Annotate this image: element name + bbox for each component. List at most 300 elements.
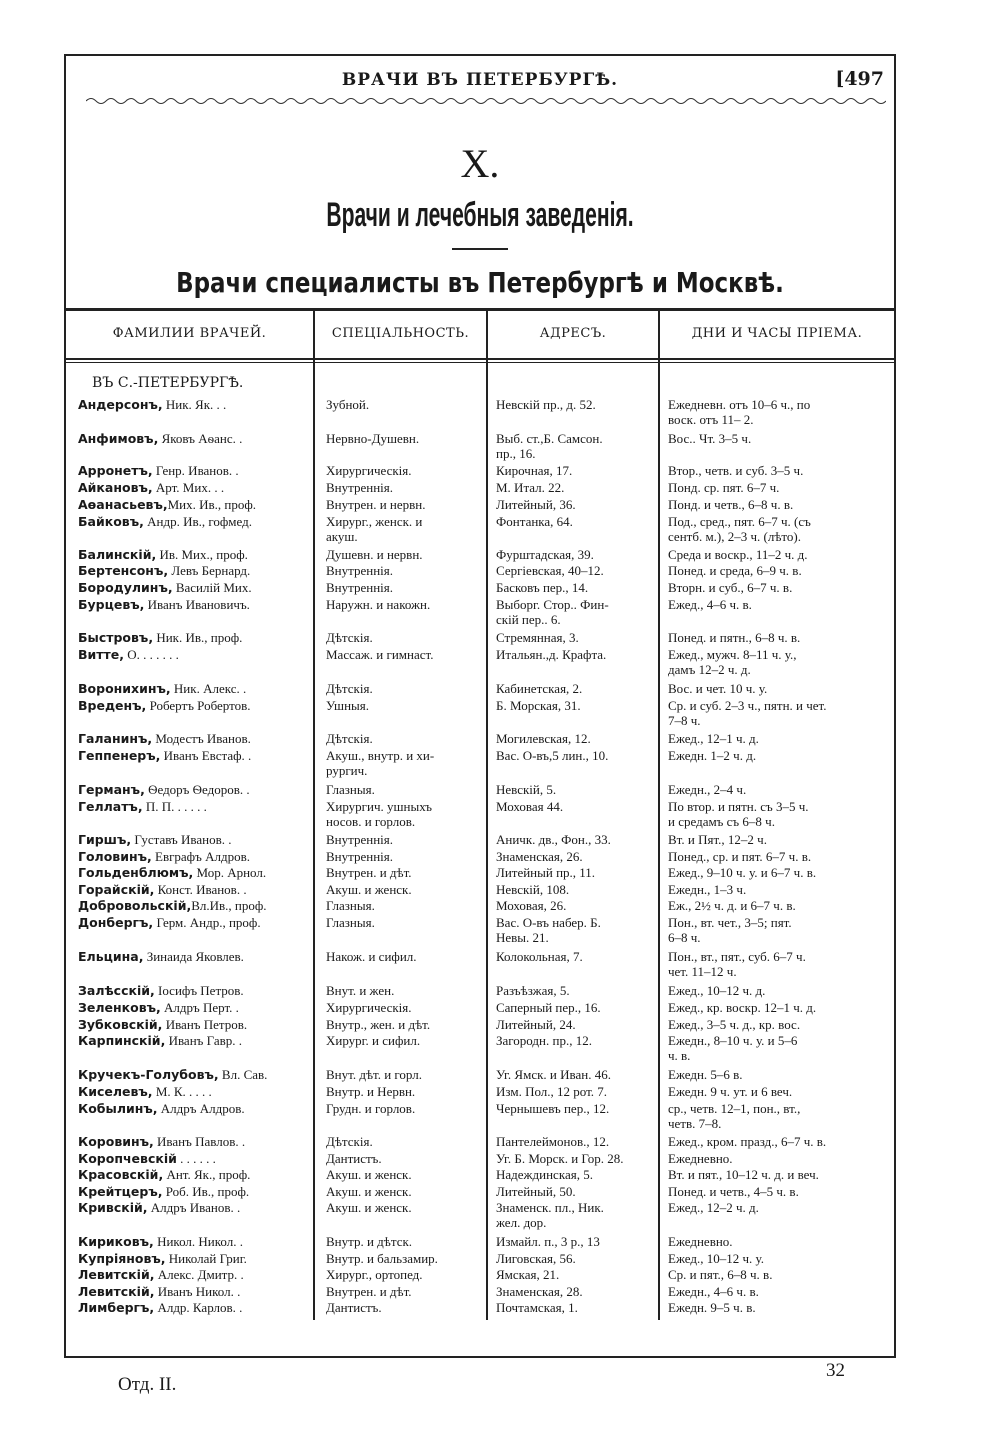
- doctor-initials: Ѳедоръ Ѳедоров. .: [144, 782, 250, 797]
- doctor-initials: Алдръ Алдров.: [157, 1101, 245, 1116]
- address-cell: [496, 698, 656, 713]
- doctor-surname: Добровольскій,: [78, 898, 192, 913]
- specialty-cell: [326, 949, 482, 964]
- hours-cell: [668, 983, 892, 998]
- doctor-initials: Ник. Ив., проф.: [153, 630, 243, 645]
- doctor-surname: Анфимовъ,: [78, 431, 159, 446]
- doctor-surname: Залѣсскій,: [78, 983, 155, 998]
- hours-cell: [668, 1184, 892, 1199]
- hours-cell: [668, 1084, 892, 1099]
- doctor-initials: Левъ Бернард.: [168, 563, 251, 578]
- address-cell: [496, 1151, 656, 1166]
- address-cell: [496, 480, 656, 495]
- address-cell: [496, 832, 656, 847]
- doctor-initials: Конст. Иванов. .: [154, 882, 247, 897]
- specialty-cell: [326, 1251, 482, 1266]
- hours-cell: [668, 731, 892, 746]
- doctor-surname: Коровинъ,: [78, 1134, 154, 1149]
- address-cell: [496, 1000, 656, 1015]
- doctor-surname: Карпинскій,: [78, 1033, 166, 1048]
- specialty-cell: [326, 1184, 482, 1199]
- specialty-line: рургич.: [326, 763, 368, 778]
- specialty-cell: [326, 1284, 482, 1299]
- address-line: Колокольная, 7.: [496, 949, 583, 964]
- footer-section: Отд. II.: [118, 1374, 177, 1395]
- doctor-surname: Вреденъ,: [78, 698, 147, 713]
- address-line: Вас. О-въ набер. Б.: [496, 915, 601, 930]
- hours-cell: [668, 431, 892, 446]
- doctor-initials: Иванъ Павлов. .: [153, 1134, 246, 1149]
- address-line: Уг. Ямск. и Иван. 46.: [496, 1067, 611, 1082]
- doctor-name-cell: [78, 1184, 312, 1200]
- hours-cell: [668, 1000, 892, 1015]
- doctor-name-cell: [78, 799, 312, 815]
- specialty-cell: [326, 681, 482, 696]
- address-cell: [496, 882, 656, 897]
- hours-cell: [668, 563, 892, 578]
- specialty-line: Хирург., ортопед.: [326, 1267, 423, 1282]
- address-line: Невскій, 5.: [496, 782, 557, 797]
- hours-line: Понед. и среда, 6–9 ч. в.: [668, 563, 802, 578]
- specialty-line: Дѣтскія.: [326, 630, 373, 645]
- hours-cell: [668, 1234, 892, 1249]
- footer-sheet-number: 32: [826, 1360, 845, 1381]
- doctor-surname: Ельцина,: [78, 949, 144, 964]
- doctor-surname: Быстровъ,: [78, 630, 154, 645]
- address-line: Литейный, 36.: [496, 497, 576, 512]
- specialty-line: Акуш. и женск.: [326, 882, 412, 897]
- address-cell: [496, 1067, 656, 1082]
- doctor-name-cell: [78, 983, 312, 999]
- doctor-initials: Генр. Иванов. .: [152, 463, 239, 478]
- hours-line: Вторн. и суб., 6–7 ч. в.: [668, 580, 793, 595]
- address-line: Знаменск. пл., Ник.: [496, 1200, 604, 1215]
- address-cell: [496, 1200, 656, 1230]
- address-line: Знаменская, 26.: [496, 849, 583, 864]
- doctor-initials: Вл. Сав.: [218, 1067, 268, 1082]
- address-cell: [496, 1017, 656, 1032]
- specialty-line: Внутр. и дѣтск.: [326, 1234, 413, 1249]
- hours-cell: [668, 1284, 892, 1299]
- doctor-name-cell: [78, 882, 312, 898]
- column-header-hours: ДНИ И ЧАСЫ ПРІЕМА.: [691, 326, 863, 341]
- specialty-cell: [326, 698, 482, 713]
- doctor-surname: Балинскій,: [78, 547, 157, 562]
- specialty-cell: [326, 580, 482, 595]
- address-cell: [496, 1167, 656, 1182]
- hours-line: Вос. и чет. 10 ч. у.: [668, 681, 768, 696]
- address-line: Кирочная, 17.: [496, 463, 573, 478]
- doctor-initials: Герм. Андр., проф.: [153, 915, 261, 930]
- hours-line: ч. в.: [668, 1048, 691, 1063]
- specialty-cell: [326, 647, 482, 662]
- specialty-line: Внутреннія.: [326, 849, 393, 864]
- doctor-surname: Красовскій,: [78, 1167, 164, 1182]
- doctor-name-cell: [78, 1151, 312, 1167]
- doctor-surname: Кириковъ,: [78, 1234, 154, 1249]
- specialty-cell: [326, 799, 482, 829]
- hours-line: Среда и воскр., 11–2 ч. д.: [668, 547, 808, 562]
- specialty-line: Накож. и сифил.: [326, 949, 417, 964]
- specialty-line: Акуш., внутр. и хи-: [326, 748, 435, 763]
- doctor-surname: Арронетъ,: [78, 463, 153, 478]
- hours-line: сентб. м.), 2–3 ч. (лѣто).: [668, 529, 802, 544]
- title-divider: [452, 248, 508, 250]
- doctor-name-cell: [78, 563, 312, 579]
- hours-cell: [668, 630, 892, 645]
- address-cell: [496, 1101, 656, 1116]
- specialty-line: Внутреннія.: [326, 580, 393, 595]
- hours-cell: [668, 1267, 892, 1282]
- address-line: Моховая, 26.: [496, 898, 567, 913]
- specialty-line: Глазныя.: [326, 898, 375, 913]
- column-header-specialty: СПЕЦІАЛЬНОСТЬ.: [331, 326, 470, 341]
- hours-line: Ежед., 12–1 ч. д.: [668, 731, 759, 746]
- hours-cell: [668, 849, 892, 864]
- specialty-cell: [326, 882, 482, 897]
- specialty-cell: [326, 1167, 482, 1182]
- doctor-surname: Зеленковъ,: [78, 1000, 161, 1015]
- doctor-initials: Мих. Ив., проф.: [167, 497, 257, 512]
- doctor-initials: П. П. . . . . .: [142, 799, 207, 814]
- address-cell: [496, 1084, 656, 1099]
- doctor-name-cell: [78, 431, 312, 447]
- doctor-name-cell: [78, 731, 312, 747]
- doctor-initials: Василій Мих.: [172, 580, 252, 595]
- address-line: Измайл. п., 3 р., 13: [496, 1234, 600, 1249]
- address-line: Почтамская, 1.: [496, 1300, 578, 1315]
- address-cell: [496, 681, 656, 696]
- doctor-initials: Андр. Ив., гофмед.: [143, 514, 252, 529]
- address-line: Стремянная, 3.: [496, 630, 579, 645]
- address-cell: [496, 547, 656, 562]
- hours-line: ср., четв. 12–1, пон., вт.,: [668, 1101, 801, 1116]
- doctor-initials: Роб. Ив., проф.: [162, 1184, 250, 1199]
- doctor-initials: Густавъ Иванов. .: [131, 832, 232, 847]
- specialty-line: Акуш. и женск.: [326, 1167, 412, 1182]
- hours-cell: [668, 882, 892, 897]
- address-cell: [496, 799, 656, 814]
- address-cell: [496, 1267, 656, 1282]
- doctor-surname: Левитскій,: [78, 1267, 155, 1282]
- hours-cell: [668, 597, 892, 612]
- doctor-initials: Модестъ Иванов.: [152, 731, 251, 746]
- specialty-line: Внутр. и бальзамир.: [326, 1251, 438, 1266]
- specialty-line: Хирургическія.: [326, 463, 412, 478]
- hours-line: Вт. и Пят., 12–2 ч.: [668, 832, 767, 847]
- hours-line: Понед., ср. и пят. 6–7 ч. в.: [668, 849, 812, 864]
- hours-line: чет. 11–12 ч.: [668, 964, 737, 979]
- doctor-surname: Горайскій,: [78, 882, 155, 897]
- specialty-cell: [326, 1300, 482, 1315]
- specialty-cell: [326, 630, 482, 645]
- hours-line: 6–8 ч.: [668, 930, 701, 945]
- hours-cell: [668, 547, 892, 562]
- specialty-line: носов. и горлов.: [326, 814, 416, 829]
- doctor-surname: Андерсонъ,: [78, 397, 163, 412]
- address-cell: [496, 1033, 656, 1048]
- hours-line: Понд. и четв., 6–8 ч. в.: [668, 497, 794, 512]
- doctor-surname: Гиршъ,: [78, 832, 132, 847]
- hours-cell: [668, 698, 892, 728]
- specialty-line: Душевн. и нервн.: [326, 547, 423, 562]
- address-line: Чернышевъ пер., 12.: [496, 1101, 610, 1116]
- hours-cell: [668, 480, 892, 495]
- specialty-line: Акуш. и женск.: [326, 1184, 412, 1199]
- hours-line: Ежед., 9–10 ч. у. и 6–7 ч. в.: [668, 865, 817, 880]
- doctor-surname: Бертенсонъ,: [78, 563, 169, 578]
- doctor-name-cell: [78, 1234, 312, 1250]
- address-line: Изм. Пол., 12 рот. 7.: [496, 1084, 608, 1099]
- address-cell: [496, 580, 656, 595]
- address-line: Выборг. Стор.. Фин-: [496, 597, 609, 612]
- doctor-initials: Зинаида Яковлев.: [143, 949, 244, 964]
- doctor-initials: Арт. Мих. . .: [152, 480, 225, 495]
- hours-cell: [668, 748, 892, 763]
- address-cell: [496, 563, 656, 578]
- doctor-surname: Коропчевскій: [78, 1151, 177, 1166]
- hours-cell: [668, 1134, 892, 1149]
- address-cell: [496, 463, 656, 478]
- address-line: Литейный пр., 11.: [496, 865, 596, 880]
- address-line: Уг. Б. Морск. и Гор. 28.: [496, 1151, 624, 1166]
- specialty-line: Дѣтскія.: [326, 1134, 373, 1149]
- address-cell: [496, 1234, 656, 1249]
- doctor-name-cell: [78, 1017, 312, 1033]
- doctor-name-cell: [78, 480, 312, 496]
- specialty-cell: [326, 1200, 482, 1215]
- address-cell: [496, 865, 656, 880]
- hours-line: Понед. и четв., 4–5 ч. в.: [668, 1184, 799, 1199]
- specialty-cell: [326, 865, 482, 880]
- specialty-line: Грудн. и горлов.: [326, 1101, 416, 1116]
- address-line: Б. Морская, 31.: [496, 698, 581, 713]
- address-line: Моховая 44.: [496, 799, 564, 814]
- hours-line: Ежедн. 1–2 ч. д.: [668, 748, 757, 763]
- hours-cell: [668, 1300, 892, 1315]
- specialty-cell: [326, 397, 482, 412]
- doctor-name-cell: [78, 832, 312, 848]
- doctor-initials: Ник. Як. . .: [162, 397, 227, 412]
- address-cell: [496, 748, 656, 763]
- doctor-initials: Ник. Алекс. .: [170, 681, 247, 696]
- address-line: Итальян.,д. Крафта.: [496, 647, 607, 662]
- address-cell: [496, 431, 656, 461]
- hours-line: дамъ 12–2 ч. д.: [668, 662, 751, 677]
- address-cell: [496, 1251, 656, 1266]
- address-cell: [496, 1284, 656, 1299]
- address-cell: [496, 630, 656, 645]
- doctor-name-cell: [78, 497, 312, 513]
- doctor-surname: Кривскій,: [78, 1200, 148, 1215]
- doctor-surname: Зубковскій,: [78, 1017, 163, 1032]
- specialty-cell: [326, 1033, 482, 1048]
- hours-cell: [668, 681, 892, 696]
- specialty-cell: [326, 983, 482, 998]
- doctor-surname: Бурцевъ,: [78, 597, 145, 612]
- chapter-numeral: X.: [460, 141, 500, 186]
- doctor-initials: Иванъ Никол. .: [154, 1284, 241, 1299]
- doctor-name-cell: [78, 1300, 312, 1316]
- doctor-initials: Алдръ Иванов. .: [147, 1200, 241, 1215]
- doctor-surname: Головинъ,: [78, 849, 152, 864]
- specialty-cell: [326, 1067, 482, 1082]
- address-cell: [496, 949, 656, 964]
- address-cell: [496, 497, 656, 512]
- hours-line: Ср. и пят., 6–8 ч. в.: [668, 1267, 773, 1282]
- specialty-line: Хирург. и сифил.: [326, 1033, 421, 1048]
- doctor-name-cell: [78, 1084, 312, 1100]
- hours-line: По втор. и пятн. съ 3–5 ч.: [668, 799, 809, 814]
- specialty-cell: [326, 463, 482, 478]
- specialty-cell: [326, 849, 482, 864]
- hours-line: Ежедневн. отъ 10–6 ч., по: [668, 397, 811, 412]
- column-divider: [313, 310, 315, 1320]
- specialty-line: Глазныя.: [326, 782, 375, 797]
- doctor-initials: Алдръ Перт. .: [160, 1000, 239, 1015]
- specialty-cell: [326, 748, 482, 778]
- column-header-names: ФАМИЛИИ ВРАЧЕЙ.: [112, 326, 267, 341]
- specialty-line: Нервно-Душевн.: [326, 431, 420, 446]
- hours-cell: [668, 514, 892, 544]
- doctor-initials: Никол. Никол. .: [153, 1234, 243, 1249]
- specialty-cell: [326, 1267, 482, 1282]
- hours-line: Ежед., 3–5 ч. д., кр. вос.: [668, 1017, 801, 1032]
- specialty-line: Внутреннія.: [326, 832, 393, 847]
- doctor-initials: Мор. Арнол.: [193, 865, 267, 880]
- doctor-name-cell: [78, 1284, 312, 1300]
- specialty-cell: [326, 547, 482, 562]
- hours-line: Ежедн. 5–6 в.: [668, 1067, 743, 1082]
- specialty-cell: [326, 597, 482, 612]
- doctor-name-cell: [78, 1033, 312, 1049]
- hours-line: Понд. ср. пят. 6–7 ч.: [668, 480, 780, 495]
- hours-line: Ежед., 10–12 ч. д.: [668, 983, 766, 998]
- specialty-line: Внутрен. и дѣт.: [326, 1284, 412, 1299]
- doctor-name-cell: [78, 397, 312, 413]
- specialty-line: Дѣтскія.: [326, 681, 373, 696]
- hours-line: и средамъ съ 6–8 ч.: [668, 814, 775, 829]
- specialty-line: Ушныя.: [326, 698, 369, 713]
- hours-cell: [668, 915, 892, 945]
- doctor-name-cell: [78, 647, 312, 663]
- specialty-cell: [326, 480, 482, 495]
- running-title: ВРАЧИ ВЪ ПЕТЕРБУРГѢ.: [341, 70, 619, 90]
- hours-cell: [668, 1167, 892, 1182]
- address-cell: [496, 1300, 656, 1315]
- hours-line: Ежедневно.: [668, 1234, 733, 1249]
- chapter-title: Врачи и лечебныя заведенія.: [326, 196, 634, 234]
- specialty-cell: [326, 731, 482, 746]
- hours-line: Втор., четв. и суб. 3–5 ч.: [668, 463, 804, 478]
- hours-cell: [668, 1033, 892, 1063]
- doctor-name-cell: [78, 597, 312, 613]
- column-header-address: АДРЕСЪ.: [539, 326, 607, 341]
- specialty-cell: [326, 915, 482, 930]
- specialty-line: Внутрен. и нервн.: [326, 497, 426, 512]
- hours-line: Ежед., кр. воскр. 12–1 ч. д.: [668, 1000, 817, 1015]
- hours-line: Ежедн., 1–3 ч.: [668, 882, 747, 897]
- doctor-name-cell: [78, 1200, 312, 1216]
- doctor-surname: Гольденблюмъ,: [78, 865, 194, 880]
- doctor-initials: Николай Григ.: [165, 1251, 247, 1266]
- doctor-surname: Кобылинъ,: [78, 1101, 158, 1116]
- address-cell: [496, 731, 656, 746]
- specialty-cell: [326, 1234, 482, 1249]
- doctor-surname: Айкановъ,: [78, 480, 153, 495]
- hours-line: Ежед., 4–6 ч. в.: [668, 597, 752, 612]
- doctor-surname: Геллатъ,: [78, 799, 143, 814]
- specialty-line: Глазныя.: [326, 915, 375, 930]
- doctor-surname: Крейтцеръ,: [78, 1184, 163, 1199]
- doctor-initials: Іосифъ Петров.: [154, 983, 244, 998]
- specialty-line: Массаж. и гимнаст.: [326, 647, 434, 662]
- specialty-line: Дантистъ.: [326, 1300, 382, 1315]
- doctor-name-cell: [78, 514, 312, 530]
- doctor-name-cell: [78, 865, 312, 881]
- hours-cell: [668, 580, 892, 595]
- address-line: Сергіевская, 40–12.: [496, 563, 604, 578]
- address-cell: [496, 898, 656, 913]
- hours-cell: [668, 1151, 892, 1166]
- specialty-cell: [326, 1017, 482, 1032]
- specialty-cell: [326, 563, 482, 578]
- doctor-surname: Лимбергъ,: [78, 1300, 155, 1315]
- hours-line: четв. 7–8.: [668, 1116, 722, 1131]
- hours-cell: [668, 397, 892, 427]
- doctor-surname: Германъ,: [78, 782, 145, 797]
- specialty-line: Хирургическія.: [326, 1000, 412, 1015]
- specialty-line: Дантистъ.: [326, 1151, 382, 1166]
- specialty-cell: [326, 497, 482, 512]
- address-cell: [496, 1184, 656, 1199]
- address-line: Кабинетская, 2.: [496, 681, 583, 696]
- doctor-surname: Купріяновъ,: [78, 1251, 166, 1266]
- hours-line: Ежедн., 4–6 ч. в.: [668, 1284, 759, 1299]
- doctor-name-cell: [78, 580, 312, 596]
- doctor-name-cell: [78, 1251, 312, 1267]
- address-line: Лиговская, 56.: [496, 1251, 576, 1266]
- specialty-cell: [326, 514, 482, 544]
- doctor-initials: Иванъ Петров.: [162, 1017, 248, 1032]
- doctor-name-cell: [78, 1167, 312, 1183]
- specialty-line: Внут. дѣт. и горл.: [326, 1067, 422, 1082]
- ornament-rule: [86, 96, 886, 106]
- hours-cell: [668, 1251, 892, 1266]
- section-heading: ВЪ С.-ПЕТЕРБУРГѢ.: [92, 375, 244, 391]
- table-header-rule-thin: [66, 362, 894, 363]
- doctor-initials: Иванъ Ивановичъ.: [144, 597, 250, 612]
- address-line: Вас. О-въ,5 лин., 10.: [496, 748, 609, 763]
- hours-line: Еж., 2½ ч. д. и 6–7 ч. в.: [668, 898, 796, 913]
- address-line: Загородн. пр., 12.: [496, 1033, 592, 1048]
- doctor-initials: Ант. Як., проф.: [163, 1167, 251, 1182]
- address-line: Могилевская, 12.: [496, 731, 591, 746]
- table-top-rule: [66, 308, 894, 311]
- hours-line: Ежед., кром. празд., 6–7 ч. в.: [668, 1134, 827, 1149]
- address-cell: [496, 849, 656, 864]
- column-divider: [486, 310, 488, 1320]
- doctor-surname: Байковъ,: [78, 514, 144, 529]
- hours-line: 7–8 ч.: [668, 713, 701, 728]
- doctor-initials: Иванъ Гавр. .: [165, 1033, 242, 1048]
- doctor-initials: . . . . . .: [176, 1151, 216, 1166]
- chapter-subtitle: Врачи специалисты въ Петербургѣ и Москвѣ.: [176, 266, 784, 299]
- doctor-name-cell: [78, 748, 312, 764]
- doctor-initials: О. . . . . . .: [124, 647, 179, 662]
- hours-line: Понед. и пятн., 6–8 ч. в.: [668, 630, 801, 645]
- doctor-name-cell: [78, 698, 312, 714]
